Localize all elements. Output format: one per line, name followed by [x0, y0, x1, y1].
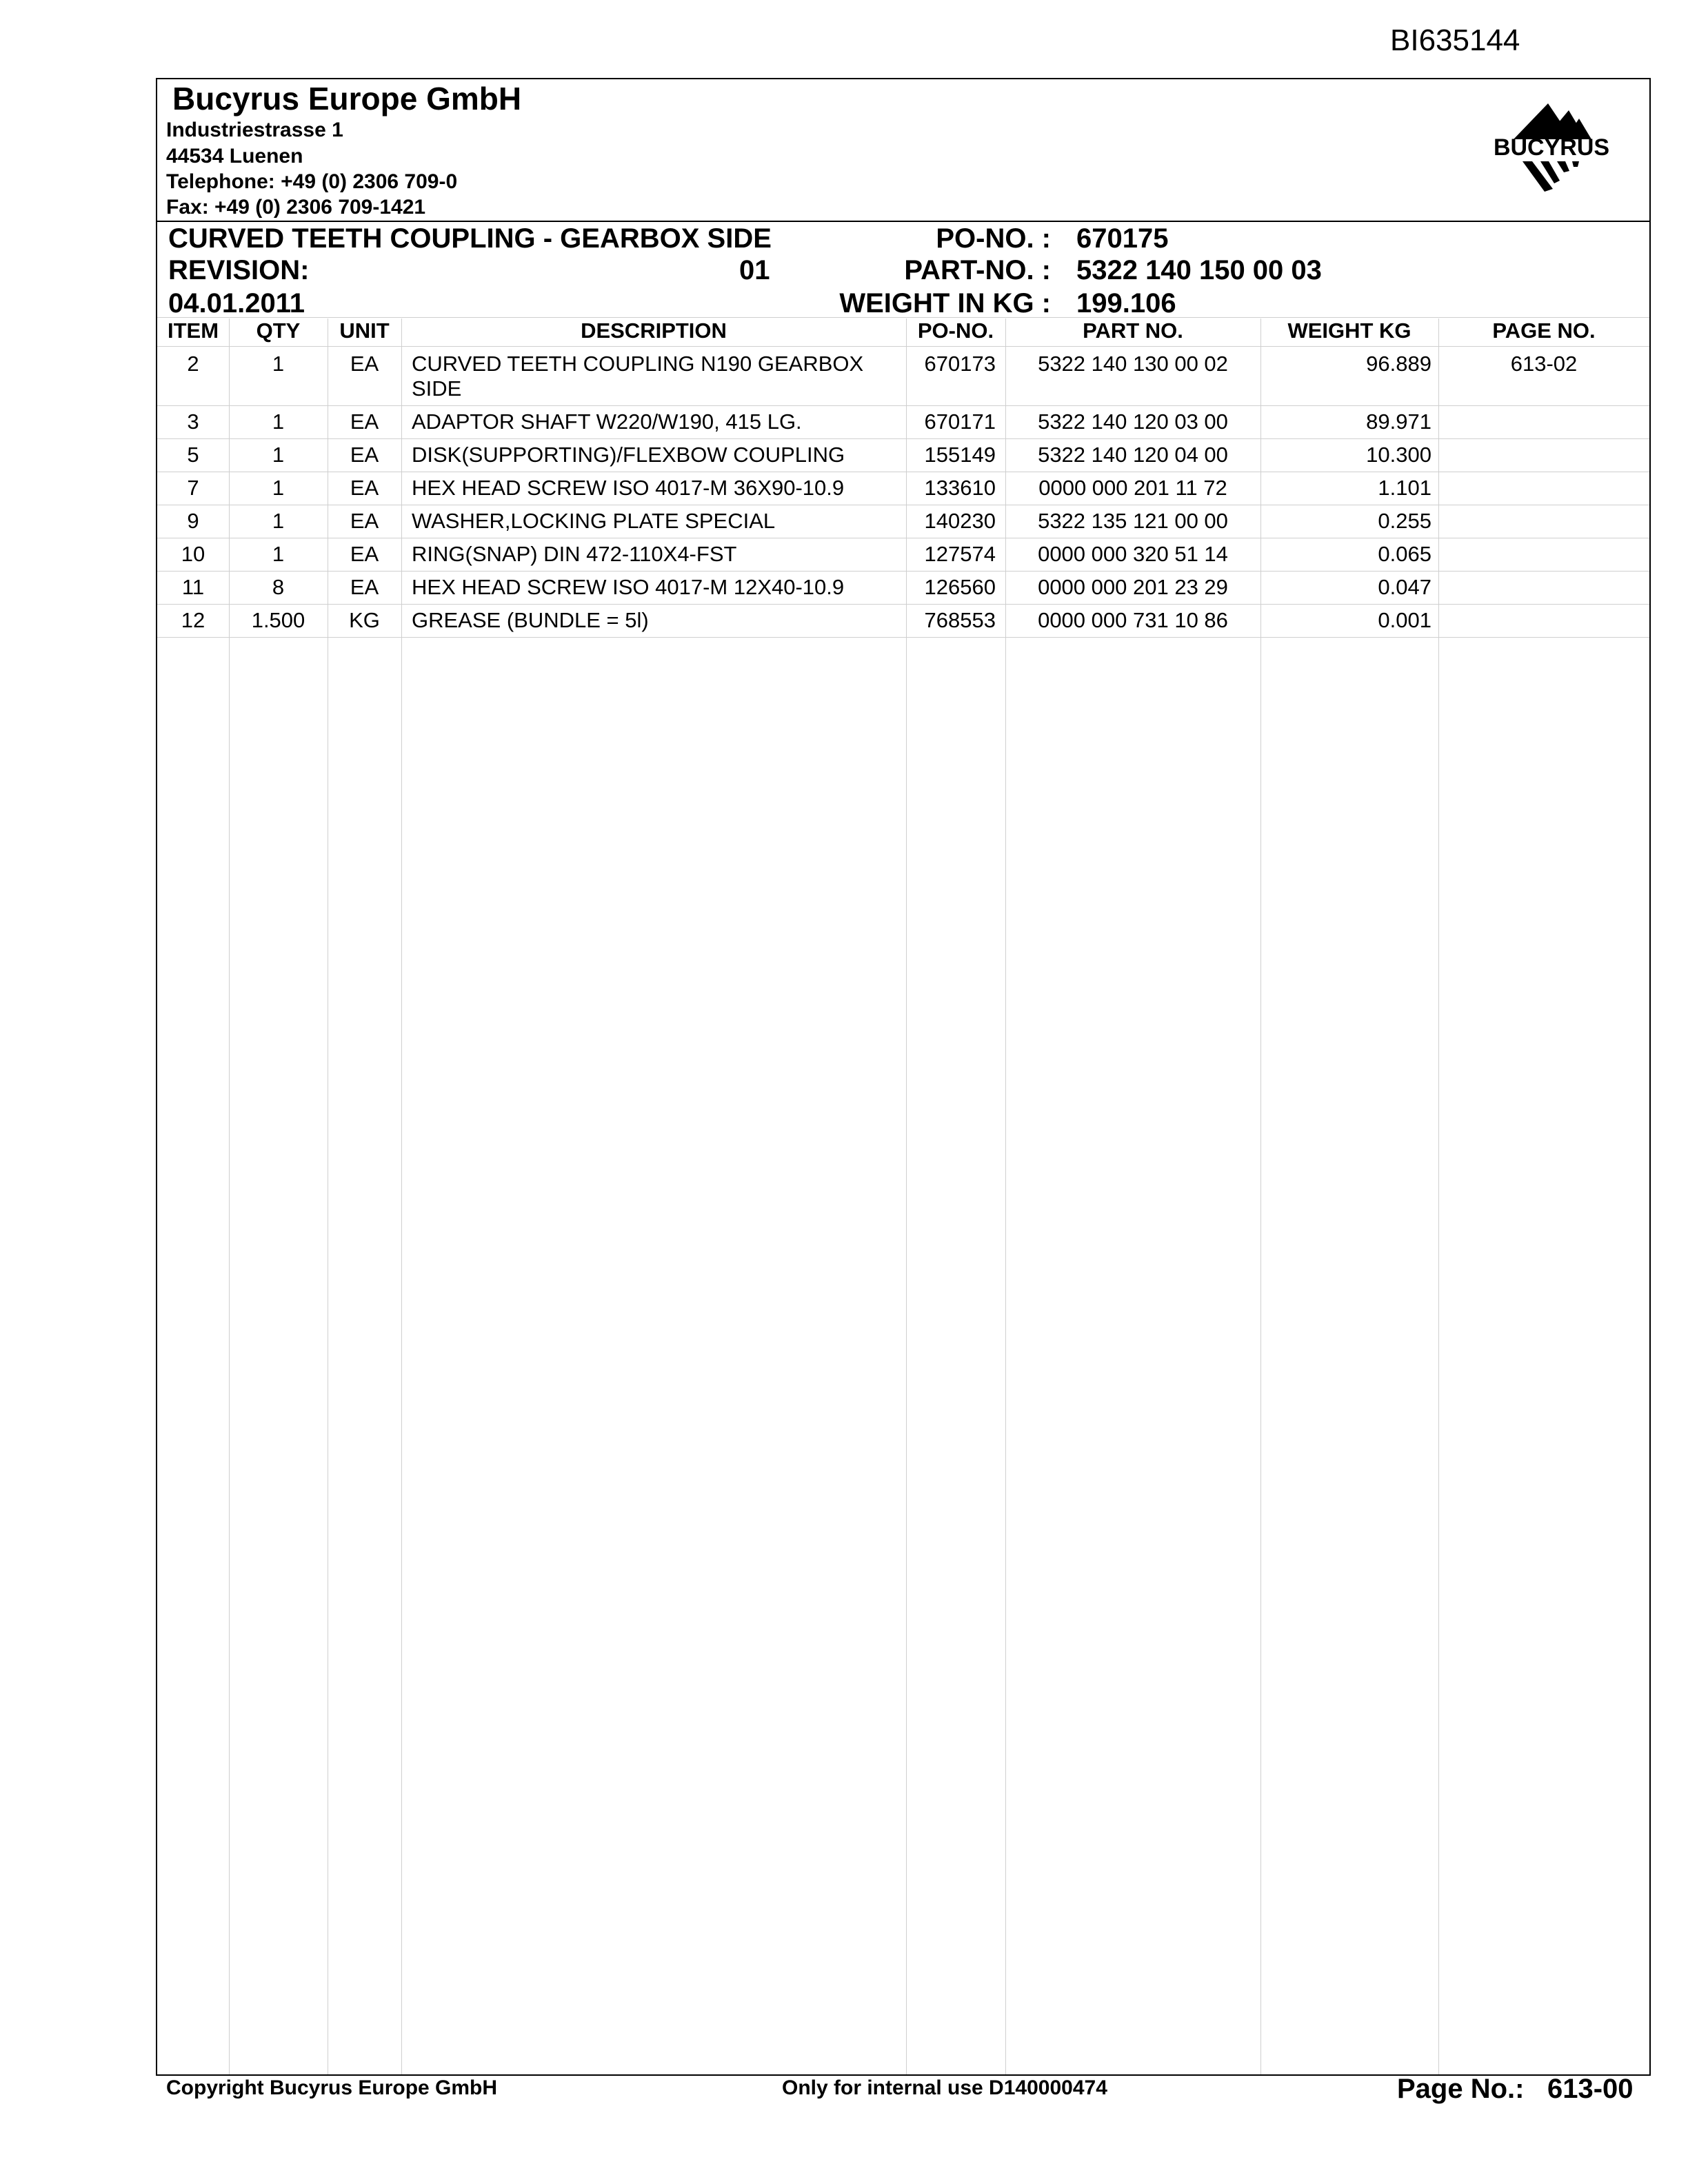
cell-po-no: 155149	[924, 443, 996, 467]
description-line: ADAPTOR SHAFT W220/W190, 415 LG.	[412, 410, 802, 434]
cell-weight-kg: 96.889	[1366, 352, 1431, 376]
description-line: WASHER,LOCKING PLATE SPECIAL	[412, 509, 776, 533]
column-header-weight-kg: WEIGHT KG	[1287, 318, 1411, 343]
cell-item: 12	[181, 608, 205, 632]
company-telephone: Telephone: +49 (0) 2306 709-0	[166, 170, 458, 193]
footer-copyright: Copyright Bucyrus Europe GmbH	[166, 2076, 498, 2099]
cell-weight-kg: 0.065	[1378, 542, 1431, 566]
cell-description	[412, 575, 901, 600]
cell-part-no: 5322 140 120 04 00	[1038, 443, 1228, 467]
cell-weight-kg: 0.001	[1378, 608, 1431, 632]
page-frame	[156, 78, 1651, 2076]
description-line: HEX HEAD SCREW ISO 4017-M 36X90-10.9	[412, 476, 845, 500]
column-header-qty: QTY	[256, 318, 301, 343]
table-top-rule	[157, 317, 1649, 318]
row-rule	[157, 438, 1649, 439]
revision-label: REVISION:	[168, 255, 310, 285]
weight-label: WEIGHT IN KG :	[839, 288, 1051, 318]
cell-unit: EA	[350, 575, 379, 599]
cell-weight-kg: 0.255	[1378, 509, 1431, 533]
document-id: BI635144	[1390, 23, 1520, 57]
cell-qty: 1	[272, 352, 285, 376]
column-divider	[1438, 318, 1439, 2074]
cell-qty: 1.500	[251, 608, 305, 632]
cell-item: 7	[187, 476, 199, 500]
cell-po-no: 768553	[924, 608, 996, 632]
cell-item: 2	[187, 352, 199, 376]
row-rule	[157, 571, 1649, 572]
cell-unit: KG	[349, 608, 380, 632]
header-divider	[156, 221, 1651, 222]
cell-qty: 1	[272, 509, 285, 533]
cell-unit: EA	[350, 352, 379, 376]
cell-part-no: 5322 140 120 03 00	[1038, 410, 1228, 434]
cell-description	[412, 542, 901, 567]
description-line: HEX HEAD SCREW ISO 4017-M 12X40-10.9	[412, 575, 845, 599]
footer-page-label: Page No.:	[1397, 2074, 1525, 2104]
part-value: 5322 140 150 00 03	[1076, 255, 1322, 285]
cell-qty: 1	[272, 476, 285, 500]
cell-qty: 8	[272, 575, 285, 599]
cell-part-no: 0000 000 320 51 14	[1038, 542, 1228, 566]
cell-description	[412, 443, 901, 467]
company-street: Industriestrasse 1	[166, 119, 343, 141]
cell-description	[412, 476, 901, 501]
cell-weight-kg: 10.300	[1366, 443, 1431, 467]
cell-description	[412, 509, 901, 534]
cell-part-no: 0000 000 731 10 86	[1038, 608, 1228, 632]
cell-qty: 1	[272, 542, 285, 566]
cell-item: 3	[187, 410, 199, 434]
column-divider	[401, 318, 402, 2074]
weight-value: 199.106	[1076, 288, 1176, 318]
document-date: 04.01.2011	[168, 288, 305, 318]
cell-po-no: 140230	[924, 509, 996, 533]
cell-part-no: 5322 135 121 00 00	[1038, 509, 1228, 533]
cell-weight-kg: 1.101	[1378, 476, 1431, 500]
po-value: 670175	[1076, 223, 1169, 254]
footer-internal-use: Only for internal use D140000474	[782, 2076, 1107, 2099]
row-rule	[157, 637, 1649, 638]
cell-unit: EA	[350, 542, 379, 566]
description-line: GREASE (BUNDLE = 5l)	[412, 608, 649, 632]
description-line: DISK(SUPPORTING)/FLEXBOW COUPLING	[412, 443, 845, 467]
column-header-description: DESCRIPTION	[581, 318, 727, 343]
cell-unit: EA	[350, 410, 379, 434]
column-header-part-no: PART NO.	[1083, 318, 1183, 343]
company-name: Bucyrus Europe GmbH	[172, 81, 522, 117]
company-city: 44534 Luenen	[166, 145, 303, 168]
cell-item: 9	[187, 509, 199, 533]
row-rule	[157, 405, 1649, 406]
cell-item: 5	[187, 443, 199, 467]
cell-unit: EA	[350, 509, 379, 533]
cell-description	[412, 608, 901, 633]
cell-part-no: 0000 000 201 23 29	[1038, 575, 1228, 599]
logo-text: BUCYRUS	[1493, 134, 1610, 161]
row-rule	[157, 604, 1649, 605]
footer-page-value: 613-00	[1547, 2074, 1634, 2104]
po-label: PO-NO. :	[936, 223, 1051, 254]
cell-qty: 1	[272, 443, 285, 467]
cell-po-no: 126560	[924, 575, 996, 599]
cell-item: 10	[181, 542, 205, 566]
description-line: SIDE	[412, 376, 462, 401]
description-line: RING(SNAP) DIN 472-110X4-FST	[412, 542, 737, 566]
cell-part-no: 0000 000 201 11 72	[1038, 476, 1227, 500]
cell-po-no: 133610	[924, 476, 996, 500]
column-header-page-no: PAGE NO.	[1492, 318, 1596, 343]
cell-part-no: 5322 140 130 00 02	[1038, 352, 1228, 376]
cell-po-no: 670173	[924, 352, 996, 376]
cell-weight-kg: 0.047	[1378, 575, 1431, 599]
cell-weight-kg: 89.971	[1366, 410, 1431, 434]
cell-unit: EA	[350, 476, 379, 500]
description-line: CURVED TEETH COUPLING N190 GEARBOX	[412, 352, 864, 376]
column-header-item: ITEM	[167, 318, 219, 343]
bucyrus-logo	[1476, 103, 1627, 196]
part-label: PART-NO. :	[904, 255, 1051, 285]
cell-po-no: 127574	[924, 542, 996, 566]
cell-po-no: 670171	[924, 410, 996, 434]
cell-page-no: 613-02	[1510, 352, 1578, 376]
header-row-rule	[157, 346, 1649, 347]
company-fax: Fax: +49 (0) 2306 709-1421	[166, 196, 426, 219]
cell-description	[412, 352, 901, 401]
column-header-unit: UNIT	[339, 318, 390, 343]
cell-item: 11	[181, 575, 205, 599]
cell-unit: EA	[350, 443, 379, 467]
document-title: CURVED TEETH COUPLING - GEARBOX SIDE	[168, 223, 772, 254]
revision-value: 01	[739, 255, 770, 285]
column-header-po-no: PO-NO.	[917, 318, 994, 343]
cell-description	[412, 410, 901, 434]
cell-qty: 1	[272, 410, 285, 434]
